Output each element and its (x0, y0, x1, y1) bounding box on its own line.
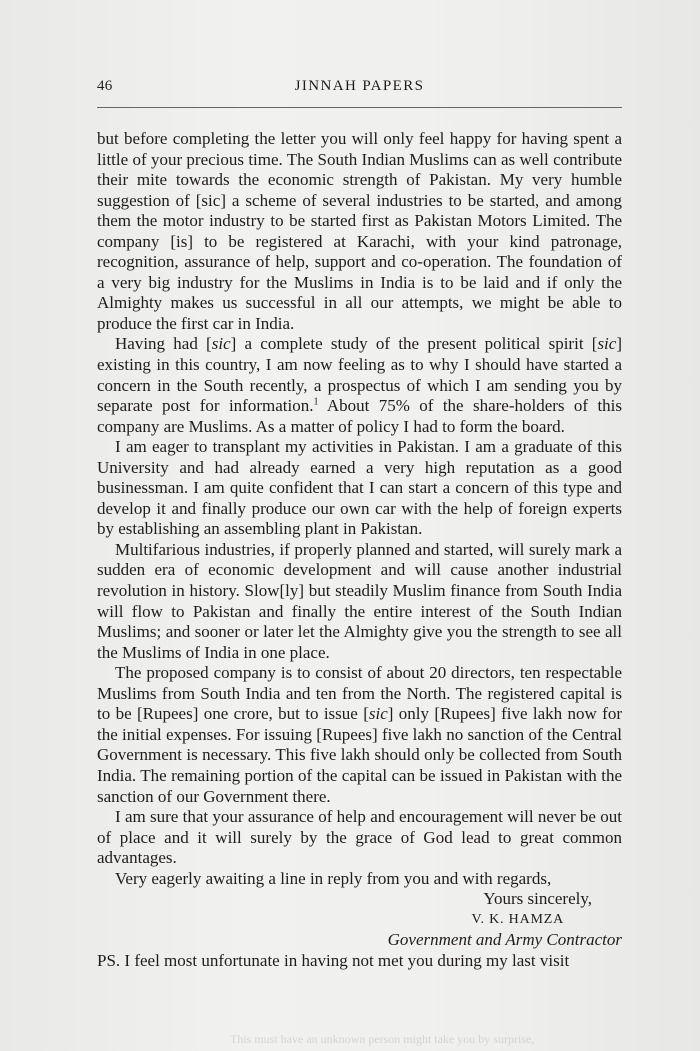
bleed-through-text: This must have an unknown person might take you by surprise, (230, 1032, 535, 1046)
sic-marker: sic (211, 334, 231, 354)
paragraph-2-text-a: Having had [ (115, 334, 212, 354)
paragraph-5-text-b: ] only [Rupees] five lakh now for the initial expenses. For issuing [Rupees] five lakh no sanction of the Central Government is necessary. This five lakh should only be collected from South India. The remaining portion of the capital can be issued in Pakistan with the sanction of our Government there. (97, 704, 622, 806)
paragraph-5-text-a: The proposed company is to consist of about 20 directors, ten respectable Muslims from South India and ten from the North. The registered capital is to be [Rupees] one crore, but to issue [ (97, 663, 622, 724)
header-rule (97, 107, 622, 108)
page-number: 46 (97, 78, 113, 94)
letter-body (97, 129, 622, 971)
paragraph-6: I am sure that your assurance of help and encouragement will never be out of place and it will surely by the grace of God lead to great common advantages. (97, 807, 622, 868)
paragraph-7: Very eagerly awaiting a line in reply from you and with regards, (115, 868, 552, 888)
page-header (97, 78, 622, 100)
signature-block (97, 889, 622, 951)
running-head: JINNAH PAPERS (294, 78, 425, 94)
closing-salutation: Yours sincerely, (483, 889, 592, 909)
signer-title: Government and Army Contractor (387, 930, 622, 950)
paragraph-5 (97, 663, 622, 807)
signer-name: V. K. HAMZA (471, 911, 564, 927)
paragraph-1: but before completing the letter you will only feel happy for having spent a little of your precious time. The South Indian Muslims can as well contribute their mite towards the economic strength of Pakistan. My very humble suggestion of [sic] a scheme of several industries to be started, and among them the motor industry to be started first as Pakistan Motors Limited. The company [is] to be registered at Karachi, with your kind patronage, recognition, assurance of help, support and co-operation. The foundation of a very big industry for the Muslims in India is to be laid and if only the Almighty makes us successful in all our attempts, we might be able to produce the first car in India. (97, 129, 622, 333)
paragraph-4: Multifarious industries, if properly planned and started, will surely mark a sudden era of economic development and will cause another industrial revolution in history. Slow[ly] but steadily Muslim finance from South India will flow to Pakistan and finally the entire interest of the South Indian Muslims; and sooner or later let the Almighty give you the strength to see all the Muslims of India in one place. (97, 539, 622, 662)
paragraph-2-text-d: About 75% of the share-holders of this company are Muslims. As a matter of policy I had to form the board. (97, 396, 623, 436)
paragraph-2-text-b: ] a complete study of the present political spirit [ (230, 334, 598, 354)
paragraph-2 (97, 334, 622, 437)
footnote-marker: 1 (313, 396, 319, 408)
sic-marker: sic (368, 704, 388, 724)
paragraph-3: I am eager to transplant my activities in Pakistan. I am a graduate of this University and had already earned a very high reputation as a good businessman. I am quite confident that I can start a concern of this type and develop it and finally produce our own car with the help of foreign experts by establishing an assembling plant in Pakistan. (97, 437, 622, 539)
paragraph-2-text-c: ] existing in this country, I am now feeling as to why I should have started a concern in the South recently, a prospectus of which I am sending you by separate post for information. (97, 334, 622, 416)
postscript: PS. I feel most unfortunate in having not met you during my last visit (97, 950, 570, 970)
sic-marker: sic (597, 334, 617, 354)
